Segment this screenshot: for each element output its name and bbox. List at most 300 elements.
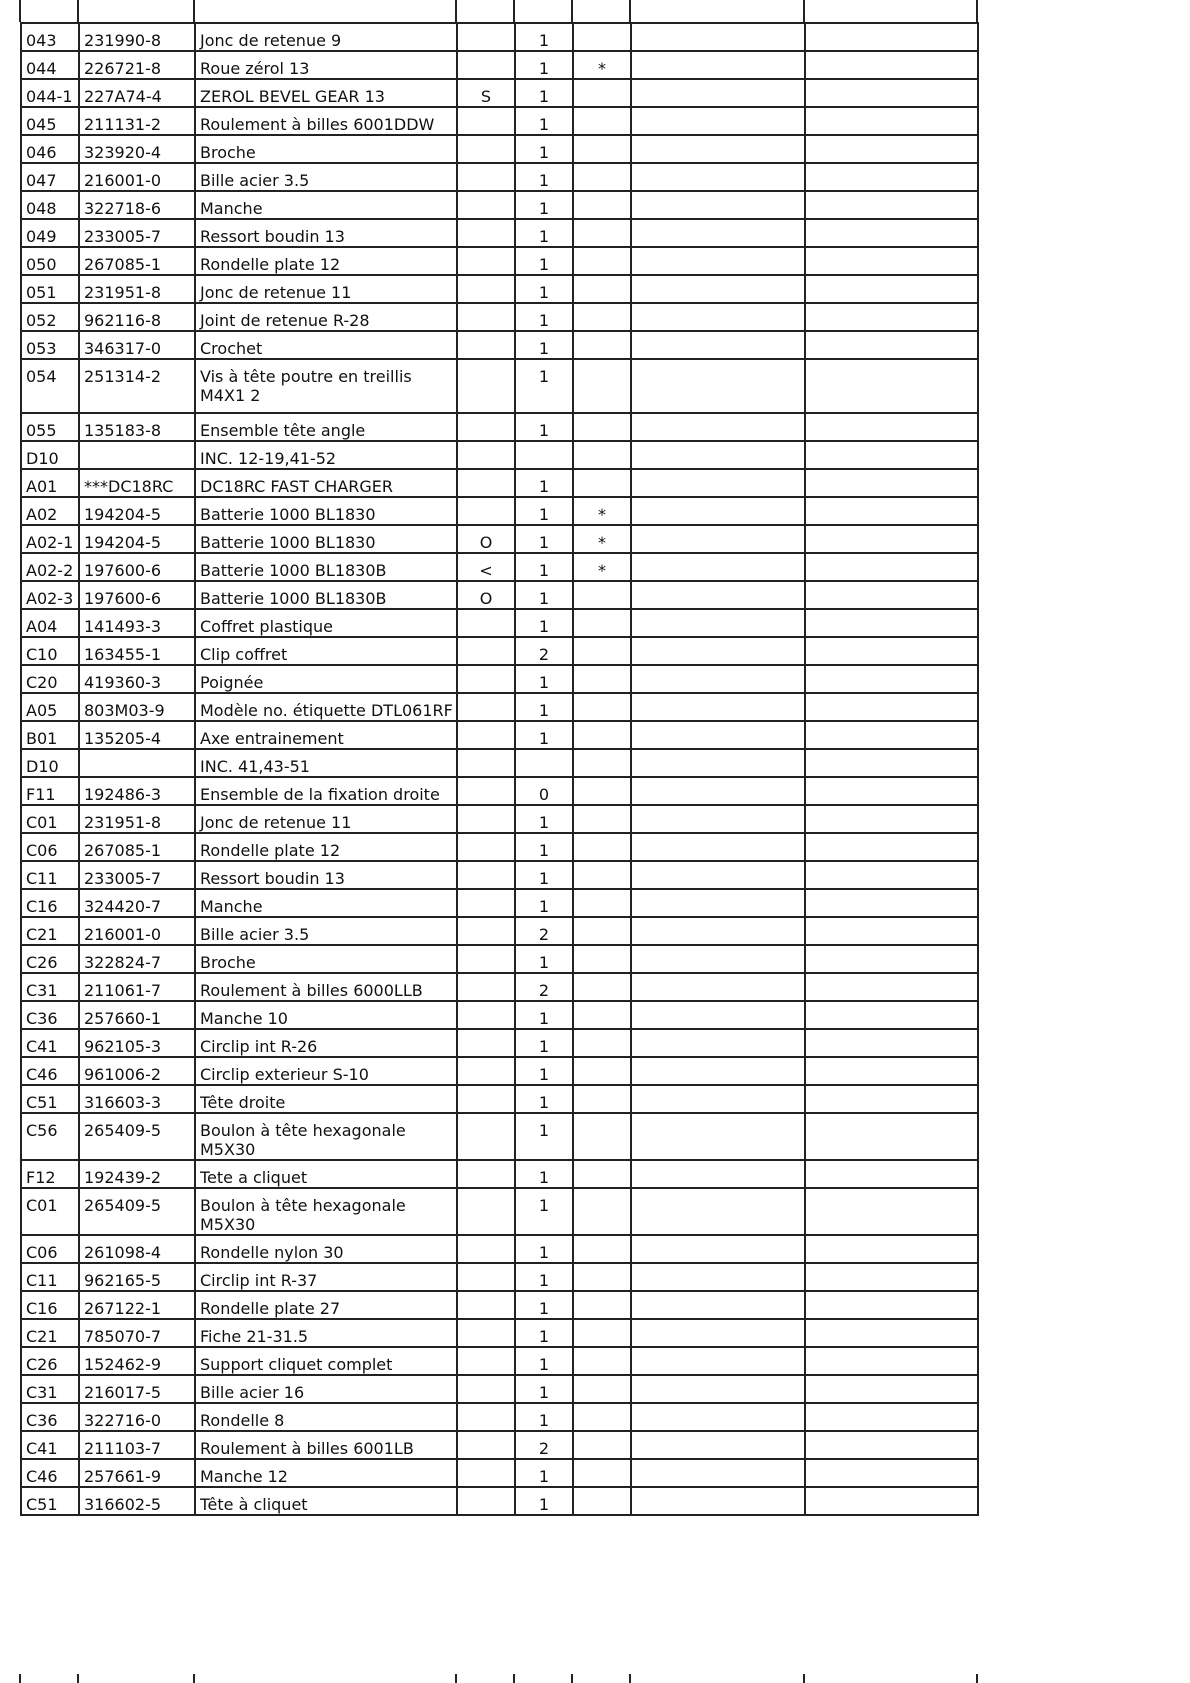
description-cell: Manche 12 <box>195 1459 457 1487</box>
quantity-cell: 1 <box>515 945 573 973</box>
item-number-cell: C36 <box>21 1001 79 1029</box>
remarks-a-cell <box>631 107 805 135</box>
remarks-b-cell <box>805 805 978 833</box>
table-row <box>21 331 978 359</box>
remarks-b-cell <box>805 163 978 191</box>
note-cell <box>573 1431 631 1459</box>
code-cell <box>457 441 515 469</box>
code-cell <box>457 1160 515 1188</box>
remarks-a-cell <box>631 1029 805 1057</box>
part-number-cell: 216001-0 <box>79 917 195 945</box>
item-number-cell: C41 <box>21 1029 79 1057</box>
quantity-cell: 1 <box>515 1319 573 1347</box>
quantity-cell: 1 <box>515 1113 573 1160</box>
remarks-a-cell <box>631 359 805 413</box>
quantity-cell: 1 <box>515 497 573 525</box>
remarks-b-cell <box>805 1263 978 1291</box>
remarks-a-cell <box>631 23 805 51</box>
remarks-b-cell <box>805 1403 978 1431</box>
part-number-cell: 233005-7 <box>79 219 195 247</box>
quantity-cell: 1 <box>515 275 573 303</box>
description-cell: Tête à cliquet <box>195 1487 457 1515</box>
quantity-cell <box>515 441 573 469</box>
remarks-b-cell <box>805 359 978 413</box>
table-row <box>21 581 978 609</box>
quantity-cell: 1 <box>515 191 573 219</box>
remarks-a-cell <box>631 665 805 693</box>
quantity-cell: 1 <box>515 525 573 553</box>
quantity-cell: 1 <box>515 1403 573 1431</box>
description-cell: Rondelle plate 12 <box>195 247 457 275</box>
quantity-cell: 1 <box>515 889 573 917</box>
code-cell <box>457 777 515 805</box>
item-number-cell: 044 <box>21 51 79 79</box>
table-row <box>21 1375 978 1403</box>
note-cell <box>573 275 631 303</box>
part-number-cell: 194204-5 <box>79 497 195 525</box>
column-rule <box>77 0 79 22</box>
table-row <box>21 721 978 749</box>
note-cell <box>573 331 631 359</box>
item-number-cell: A05 <box>21 693 79 721</box>
table-row <box>21 553 978 581</box>
item-number-cell: 055 <box>21 413 79 441</box>
description-cell: Rondelle plate 12 <box>195 833 457 861</box>
remarks-b-cell <box>805 581 978 609</box>
remarks-a-cell <box>631 163 805 191</box>
table-row <box>21 777 978 805</box>
quantity-cell: 1 <box>515 51 573 79</box>
code-cell <box>457 749 515 777</box>
table-row <box>21 1263 978 1291</box>
code-cell <box>457 973 515 1001</box>
note-cell <box>573 805 631 833</box>
quantity-cell: 1 <box>515 1375 573 1403</box>
part-number-cell: 194204-5 <box>79 525 195 553</box>
code-cell: S <box>457 79 515 107</box>
table-row <box>21 973 978 1001</box>
quantity-cell: 1 <box>515 135 573 163</box>
table-row <box>21 107 978 135</box>
part-number-cell: 233005-7 <box>79 861 195 889</box>
part-number-cell: 216017-5 <box>79 1375 195 1403</box>
item-number-cell: C01 <box>21 1188 79 1235</box>
table-row <box>21 749 978 777</box>
note-cell <box>573 163 631 191</box>
item-number-cell: A02 <box>21 497 79 525</box>
table-row <box>21 1319 978 1347</box>
quantity-cell: 2 <box>515 973 573 1001</box>
remarks-b-cell <box>805 1291 978 1319</box>
code-cell <box>457 275 515 303</box>
column-rule <box>803 1674 805 1683</box>
item-number-cell: C06 <box>21 833 79 861</box>
code-cell <box>457 1487 515 1515</box>
code-cell <box>457 721 515 749</box>
column-rule <box>976 0 978 22</box>
item-number-cell: 043 <box>21 23 79 51</box>
item-number-cell: C51 <box>21 1487 79 1515</box>
item-number-cell: C26 <box>21 945 79 973</box>
quantity-cell: 1 <box>515 331 573 359</box>
remarks-a-cell <box>631 833 805 861</box>
code-cell <box>457 163 515 191</box>
remarks-b-cell <box>805 1085 978 1113</box>
note-cell <box>573 777 631 805</box>
part-number-cell: 197600-6 <box>79 553 195 581</box>
table-row <box>21 23 978 51</box>
part-number-cell: 265409-5 <box>79 1188 195 1235</box>
note-cell: * <box>573 553 631 581</box>
note-cell <box>573 1319 631 1347</box>
table-row <box>21 805 978 833</box>
column-rule <box>455 0 457 22</box>
item-number-cell: C36 <box>21 1403 79 1431</box>
remarks-a-cell <box>631 79 805 107</box>
remarks-b-cell <box>805 191 978 219</box>
code-cell <box>457 1001 515 1029</box>
remarks-b-cell <box>805 693 978 721</box>
note-cell <box>573 219 631 247</box>
description-cell: DC18RC FAST CHARGER <box>195 469 457 497</box>
column-rule <box>629 0 631 22</box>
parts-list-table <box>20 22 979 1516</box>
code-cell <box>457 247 515 275</box>
column-rule <box>19 0 21 22</box>
part-number-cell: 962165-5 <box>79 1263 195 1291</box>
part-number-cell: 785070-7 <box>79 1319 195 1347</box>
note-cell <box>573 1029 631 1057</box>
table-row <box>21 945 978 973</box>
remarks-a-cell <box>631 1188 805 1235</box>
description-cell: Rondelle 8 <box>195 1403 457 1431</box>
remarks-a-cell <box>631 191 805 219</box>
item-number-cell: A02-3 <box>21 581 79 609</box>
note-cell <box>573 79 631 107</box>
note-cell <box>573 247 631 275</box>
remarks-a-cell <box>631 693 805 721</box>
code-cell: O <box>457 525 515 553</box>
table-row <box>21 1188 978 1235</box>
item-number-cell: C20 <box>21 665 79 693</box>
description-cell: Bille acier 3.5 <box>195 163 457 191</box>
note-cell <box>573 1188 631 1235</box>
quantity-cell: 1 <box>515 1029 573 1057</box>
part-number-cell: 322716-0 <box>79 1403 195 1431</box>
code-cell <box>457 1113 515 1160</box>
part-number-cell: 227A74-4 <box>79 79 195 107</box>
item-number-cell: F12 <box>21 1160 79 1188</box>
table-row <box>21 247 978 275</box>
quantity-cell: 1 <box>515 1459 573 1487</box>
note-cell <box>573 665 631 693</box>
remarks-b-cell <box>805 107 978 135</box>
note-cell <box>573 945 631 973</box>
remarks-b-cell <box>805 1375 978 1403</box>
quantity-cell: 1 <box>515 1263 573 1291</box>
note-cell <box>573 1113 631 1160</box>
description-cell: Crochet <box>195 331 457 359</box>
description-cell: Vis à tête poutre en treillis M4X1 2 <box>195 359 457 413</box>
table-row <box>21 1057 978 1085</box>
description-cell: Clip coffret <box>195 637 457 665</box>
code-cell: O <box>457 581 515 609</box>
item-number-cell: 049 <box>21 219 79 247</box>
part-number-cell: 419360-3 <box>79 665 195 693</box>
item-number-cell: C21 <box>21 917 79 945</box>
note-cell <box>573 721 631 749</box>
table-row <box>21 1001 978 1029</box>
note-cell <box>573 23 631 51</box>
note-cell <box>573 833 631 861</box>
code-cell <box>457 1235 515 1263</box>
quantity-cell: 1 <box>515 833 573 861</box>
code-cell <box>457 1319 515 1347</box>
remarks-a-cell <box>631 1085 805 1113</box>
quantity-cell: 1 <box>515 861 573 889</box>
item-number-cell: C56 <box>21 1113 79 1160</box>
remarks-a-cell <box>631 637 805 665</box>
note-cell <box>573 1375 631 1403</box>
quantity-cell: 2 <box>515 637 573 665</box>
description-cell: Bille acier 3.5 <box>195 917 457 945</box>
remarks-b-cell <box>805 1001 978 1029</box>
code-cell <box>457 1347 515 1375</box>
remarks-a-cell <box>631 1001 805 1029</box>
remarks-a-cell <box>631 441 805 469</box>
note-cell <box>573 303 631 331</box>
item-number-cell: D10 <box>21 441 79 469</box>
table-row <box>21 135 978 163</box>
item-number-cell: 045 <box>21 107 79 135</box>
note-cell <box>573 581 631 609</box>
column-rule <box>77 1674 79 1683</box>
quantity-cell: 1 <box>515 1001 573 1029</box>
table-row <box>21 1431 978 1459</box>
item-number-cell: C21 <box>21 1319 79 1347</box>
part-number-cell: 197600-6 <box>79 581 195 609</box>
remarks-b-cell <box>805 777 978 805</box>
description-cell: INC. 12-19,41-52 <box>195 441 457 469</box>
item-number-cell: C11 <box>21 1263 79 1291</box>
part-number-cell: 961006-2 <box>79 1057 195 1085</box>
item-number-cell: C51 <box>21 1085 79 1113</box>
remarks-a-cell <box>631 889 805 917</box>
remarks-b-cell <box>805 247 978 275</box>
remarks-b-cell <box>805 1487 978 1515</box>
description-cell: Tête droite <box>195 1085 457 1113</box>
table-row <box>21 889 978 917</box>
remarks-a-cell <box>631 525 805 553</box>
description-cell: Batterie 1000 BL1830 <box>195 525 457 553</box>
table-row <box>21 163 978 191</box>
part-number-cell: 152462-9 <box>79 1347 195 1375</box>
description-cell: Fiche 21-31.5 <box>195 1319 457 1347</box>
remarks-b-cell <box>805 51 978 79</box>
remarks-b-cell <box>805 23 978 51</box>
code-cell <box>457 191 515 219</box>
code-cell <box>457 51 515 79</box>
quantity-cell: 1 <box>515 805 573 833</box>
note-cell <box>573 609 631 637</box>
remarks-a-cell <box>631 581 805 609</box>
description-cell: Manche <box>195 191 457 219</box>
quantity-cell: 1 <box>515 721 573 749</box>
remarks-a-cell <box>631 331 805 359</box>
description-cell: Batterie 1000 BL1830B <box>195 553 457 581</box>
quantity-cell: 1 <box>515 1347 573 1375</box>
remarks-a-cell <box>631 1347 805 1375</box>
item-number-cell: C46 <box>21 1459 79 1487</box>
part-number-cell: 261098-4 <box>79 1235 195 1263</box>
quantity-cell: 1 <box>515 79 573 107</box>
quantity-cell: 1 <box>515 469 573 497</box>
code-cell <box>457 861 515 889</box>
table-row <box>21 1487 978 1515</box>
remarks-b-cell <box>805 637 978 665</box>
column-rule <box>455 1674 457 1683</box>
note-cell <box>573 1235 631 1263</box>
remarks-a-cell <box>631 219 805 247</box>
column-rule <box>193 1674 195 1683</box>
quantity-cell: 1 <box>515 1487 573 1515</box>
part-number-cell: 211061-7 <box>79 973 195 1001</box>
note-cell <box>573 441 631 469</box>
remarks-b-cell <box>805 1459 978 1487</box>
part-number-cell: 211103-7 <box>79 1431 195 1459</box>
column-rule <box>571 1674 573 1683</box>
description-cell: Circlip int R-26 <box>195 1029 457 1057</box>
note-cell <box>573 1057 631 1085</box>
code-cell <box>457 107 515 135</box>
table-row <box>21 693 978 721</box>
remarks-b-cell <box>805 833 978 861</box>
description-cell: Circlip exterieur S-10 <box>195 1057 457 1085</box>
column-rule <box>571 0 573 22</box>
table-row <box>21 1029 978 1057</box>
remarks-b-cell <box>805 665 978 693</box>
part-number-cell: 803M03-9 <box>79 693 195 721</box>
item-number-cell: C10 <box>21 637 79 665</box>
part-number-cell <box>79 441 195 469</box>
remarks-b-cell <box>805 1029 978 1057</box>
part-number-cell: 211131-2 <box>79 107 195 135</box>
code-cell <box>457 833 515 861</box>
note-cell: * <box>573 525 631 553</box>
table-row <box>21 79 978 107</box>
table-row <box>21 275 978 303</box>
item-number-cell: C46 <box>21 1057 79 1085</box>
table-row <box>21 1235 978 1263</box>
table-row <box>21 1160 978 1188</box>
item-number-cell: C41 <box>21 1431 79 1459</box>
part-number-cell: 324420-7 <box>79 889 195 917</box>
table-top-edge <box>20 0 975 22</box>
quantity-cell: 1 <box>515 23 573 51</box>
table-row <box>21 665 978 693</box>
code-cell <box>457 665 515 693</box>
part-number-cell: 192486-3 <box>79 777 195 805</box>
description-cell: Roulement à billes 6001DDW <box>195 107 457 135</box>
item-number-cell: 054 <box>21 359 79 413</box>
part-number-cell: 216001-0 <box>79 163 195 191</box>
note-cell <box>573 135 631 163</box>
column-rule <box>513 0 515 22</box>
table-row <box>21 413 978 441</box>
note-cell <box>573 1403 631 1431</box>
remarks-a-cell <box>631 303 805 331</box>
part-number-cell: 231990-8 <box>79 23 195 51</box>
note-cell <box>573 191 631 219</box>
code-cell <box>457 1263 515 1291</box>
quantity-cell <box>515 749 573 777</box>
item-number-cell: 051 <box>21 275 79 303</box>
description-cell: Ensemble tête angle <box>195 413 457 441</box>
description-cell: Jonc de retenue 11 <box>195 805 457 833</box>
remarks-a-cell <box>631 1459 805 1487</box>
code-cell <box>457 413 515 441</box>
table-row <box>21 637 978 665</box>
code-cell <box>457 917 515 945</box>
remarks-a-cell <box>631 777 805 805</box>
code-cell: < <box>457 553 515 581</box>
description-cell: Axe entrainement <box>195 721 457 749</box>
item-number-cell: F11 <box>21 777 79 805</box>
code-cell <box>457 1459 515 1487</box>
table-row <box>21 191 978 219</box>
table-row <box>21 469 978 497</box>
remarks-b-cell <box>805 1113 978 1160</box>
quantity-cell: 1 <box>515 665 573 693</box>
remarks-b-cell <box>805 609 978 637</box>
remarks-b-cell <box>805 413 978 441</box>
description-cell: Poignée <box>195 665 457 693</box>
remarks-b-cell <box>805 1057 978 1085</box>
note-cell <box>573 1487 631 1515</box>
item-number-cell: 052 <box>21 303 79 331</box>
remarks-a-cell <box>631 1403 805 1431</box>
code-cell <box>457 805 515 833</box>
remarks-a-cell <box>631 1235 805 1263</box>
remarks-a-cell <box>631 1431 805 1459</box>
remarks-a-cell <box>631 973 805 1001</box>
quantity-cell: 1 <box>515 1057 573 1085</box>
description-cell: Modèle no. étiquette DTL061RF <box>195 693 457 721</box>
description-cell: Rondelle nylon 30 <box>195 1235 457 1263</box>
quantity-cell: 1 <box>515 359 573 413</box>
item-number-cell: C31 <box>21 973 79 1001</box>
description-cell: Rondelle plate 27 <box>195 1291 457 1319</box>
code-cell <box>457 1291 515 1319</box>
code-cell <box>457 1029 515 1057</box>
item-number-cell: A01 <box>21 469 79 497</box>
description-cell: Batterie 1000 BL1830 <box>195 497 457 525</box>
quantity-cell: 1 <box>515 1235 573 1263</box>
part-number-cell: 322824-7 <box>79 945 195 973</box>
code-cell <box>457 1188 515 1235</box>
quantity-cell: 1 <box>515 609 573 637</box>
table-row <box>21 833 978 861</box>
remarks-b-cell <box>805 553 978 581</box>
item-number-cell: A02-2 <box>21 553 79 581</box>
part-number-cell: ***DC18RC <box>79 469 195 497</box>
part-number-cell: 135183-8 <box>79 413 195 441</box>
item-number-cell: 046 <box>21 135 79 163</box>
quantity-cell: 1 <box>515 553 573 581</box>
note-cell <box>573 1291 631 1319</box>
remarks-b-cell <box>805 721 978 749</box>
remarks-a-cell <box>631 553 805 581</box>
